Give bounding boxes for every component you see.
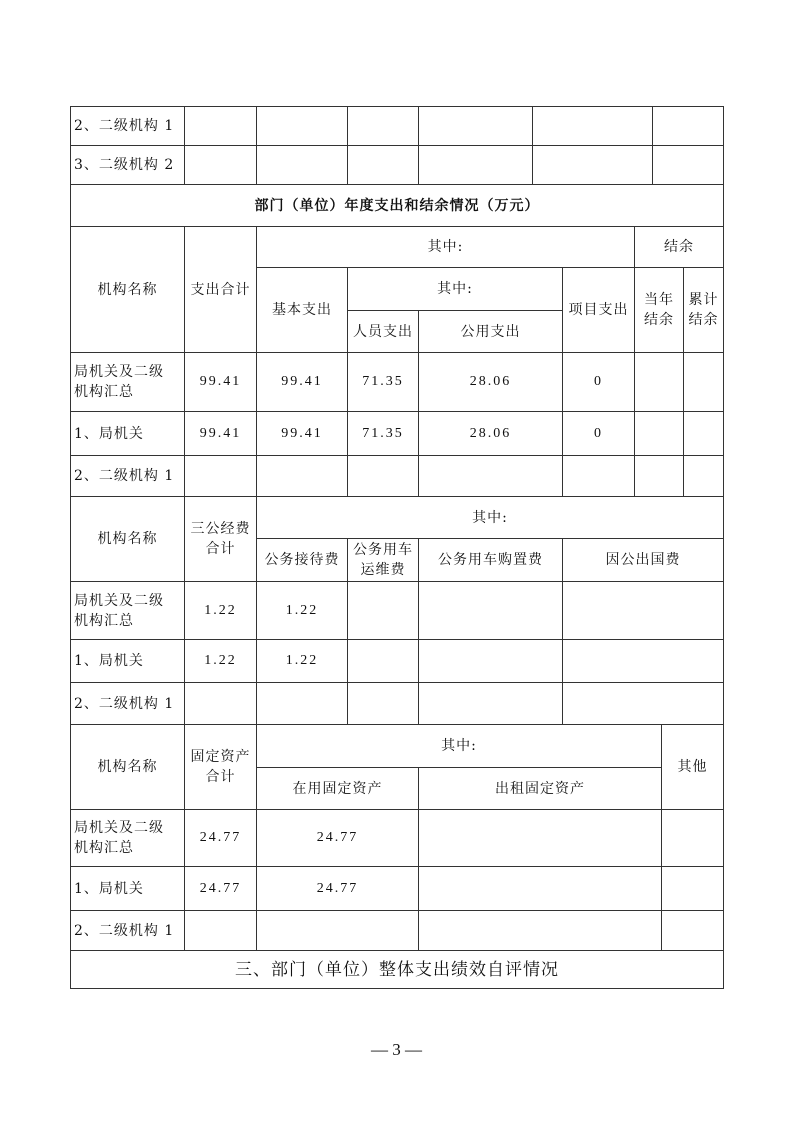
table-cell-reception bbox=[256, 682, 348, 725]
table-row-name: 2、二级机构 1 bbox=[70, 455, 185, 497]
table-cell-public bbox=[418, 455, 563, 497]
table-cell-basic: 99.41 bbox=[256, 411, 348, 456]
header-basic: 基本支出 bbox=[256, 267, 348, 353]
table-cell bbox=[652, 106, 724, 146]
sangong-header-org-name: 机构名称 bbox=[70, 496, 185, 582]
table-cell bbox=[652, 145, 724, 185]
header-of-which-basic: 其中: bbox=[347, 267, 563, 311]
table-cell bbox=[418, 866, 662, 911]
asset-header-leased: 出租固定资产 bbox=[418, 767, 662, 810]
table-cell-total: 1.22 bbox=[184, 581, 257, 640]
table-cell-personnel bbox=[347, 455, 419, 497]
header-total: 支出合计 bbox=[184, 226, 257, 353]
row-label-sub-org-1: 2、二级机构 1 bbox=[70, 106, 185, 146]
table-cell bbox=[418, 106, 533, 146]
table-cell bbox=[634, 411, 684, 456]
sangong-header-car-maintenance: 公务用车 运维费 bbox=[347, 538, 419, 582]
sangong-header-reception: 公务接待费 bbox=[256, 538, 348, 582]
table-cell bbox=[683, 411, 724, 456]
table-cell bbox=[347, 106, 419, 146]
table-cell bbox=[562, 682, 724, 725]
table-cell-in-use bbox=[256, 910, 419, 951]
header-cumulative-balance: 累计 结余 bbox=[683, 267, 724, 353]
table-row-name: 1、局机关 bbox=[70, 639, 185, 683]
header-current-year-balance: 当年 结余 bbox=[634, 267, 684, 353]
asset-header-other: 其他 bbox=[661, 724, 724, 810]
page-number: — 3 — bbox=[371, 1040, 422, 1059]
table-cell-total: 24.77 bbox=[184, 809, 257, 867]
table-row-name: 2、二级机构 1 bbox=[70, 682, 185, 725]
table-cell bbox=[634, 455, 684, 497]
header-of-which: 其中: bbox=[256, 226, 635, 268]
table-cell-public: 28.06 bbox=[418, 411, 563, 456]
table-cell-total bbox=[184, 910, 257, 951]
table-cell-total: 1.22 bbox=[184, 639, 257, 683]
table-row-name: 局机关及二级 机构汇总 bbox=[70, 352, 185, 412]
table-cell bbox=[347, 581, 419, 640]
sangong-header-abroad: 因公出国费 bbox=[562, 538, 724, 582]
sangong-header-total: 三公经费 合计 bbox=[184, 496, 257, 582]
table-row-name: 1、局机关 bbox=[70, 411, 185, 456]
header-org-name: 机构名称 bbox=[70, 226, 185, 353]
header-project: 项目支出 bbox=[562, 267, 635, 353]
sangong-header-of-which: 其中: bbox=[256, 496, 724, 539]
row-label-sub-org-2: 3、二级机构 2 bbox=[70, 145, 185, 185]
table-cell-personnel: 71.35 bbox=[347, 411, 419, 456]
header-public: 公用支出 bbox=[418, 310, 563, 353]
table-cell bbox=[184, 145, 257, 185]
table-cell bbox=[256, 145, 348, 185]
table-cell-in-use: 24.77 bbox=[256, 809, 419, 867]
table-cell bbox=[683, 455, 724, 497]
table-cell bbox=[661, 910, 724, 951]
header-balance: 结余 bbox=[634, 226, 724, 268]
table-cell bbox=[661, 809, 724, 867]
table-cell bbox=[532, 106, 653, 146]
table-cell bbox=[418, 910, 662, 951]
table-cell bbox=[418, 145, 533, 185]
table-row-name: 局机关及二级 机构汇总 bbox=[70, 581, 185, 640]
table-cell bbox=[347, 145, 419, 185]
table-cell-total bbox=[184, 682, 257, 725]
table-cell-public: 28.06 bbox=[418, 352, 563, 412]
table-cell-reception: 1.22 bbox=[256, 639, 348, 683]
table-cell bbox=[256, 106, 348, 146]
header-personnel: 人员支出 bbox=[347, 310, 419, 353]
table-cell bbox=[562, 581, 724, 640]
table-cell bbox=[347, 639, 419, 683]
table-cell-total: 99.41 bbox=[184, 411, 257, 456]
table-cell bbox=[418, 639, 563, 683]
table-cell-total: 99.41 bbox=[184, 352, 257, 412]
table-cell-total: 24.77 bbox=[184, 866, 257, 911]
expense-section-title: 部门（单位）年度支出和结余情况（万元） bbox=[70, 184, 724, 227]
table-cell-project: 0 bbox=[562, 411, 635, 456]
table-cell bbox=[418, 809, 662, 867]
section-three-title: 三、部门（单位）整体支出绩效自评情况 bbox=[70, 950, 724, 989]
sangong-header-car-purchase: 公务用车购置费 bbox=[418, 538, 563, 582]
table-cell bbox=[532, 145, 653, 185]
table-cell bbox=[634, 352, 684, 412]
asset-header-of-which: 其中: bbox=[256, 724, 662, 768]
asset-header-org-name: 机构名称 bbox=[70, 724, 185, 810]
table-cell bbox=[347, 682, 419, 725]
table-cell-in-use: 24.77 bbox=[256, 866, 419, 911]
table-cell-basic: 99.41 bbox=[256, 352, 348, 412]
table-cell-project: 0 bbox=[562, 352, 635, 412]
table-row-name: 局机关及二级 机构汇总 bbox=[70, 809, 185, 867]
asset-header-in-use: 在用固定资产 bbox=[256, 767, 419, 810]
table-cell-basic bbox=[256, 455, 348, 497]
table-cell-total bbox=[184, 455, 257, 497]
table-cell bbox=[661, 866, 724, 911]
table-cell bbox=[184, 106, 257, 146]
table-row-name: 1、局机关 bbox=[70, 866, 185, 911]
table-cell bbox=[562, 639, 724, 683]
table-cell bbox=[418, 581, 563, 640]
table-cell-reception: 1.22 bbox=[256, 581, 348, 640]
asset-header-total: 固定资产 合计 bbox=[184, 724, 257, 810]
table-cell bbox=[683, 352, 724, 412]
table-cell-project bbox=[562, 455, 635, 497]
table-cell bbox=[418, 682, 563, 725]
table-cell-personnel: 71.35 bbox=[347, 352, 419, 412]
table-row-name: 2、二级机构 1 bbox=[70, 910, 185, 951]
